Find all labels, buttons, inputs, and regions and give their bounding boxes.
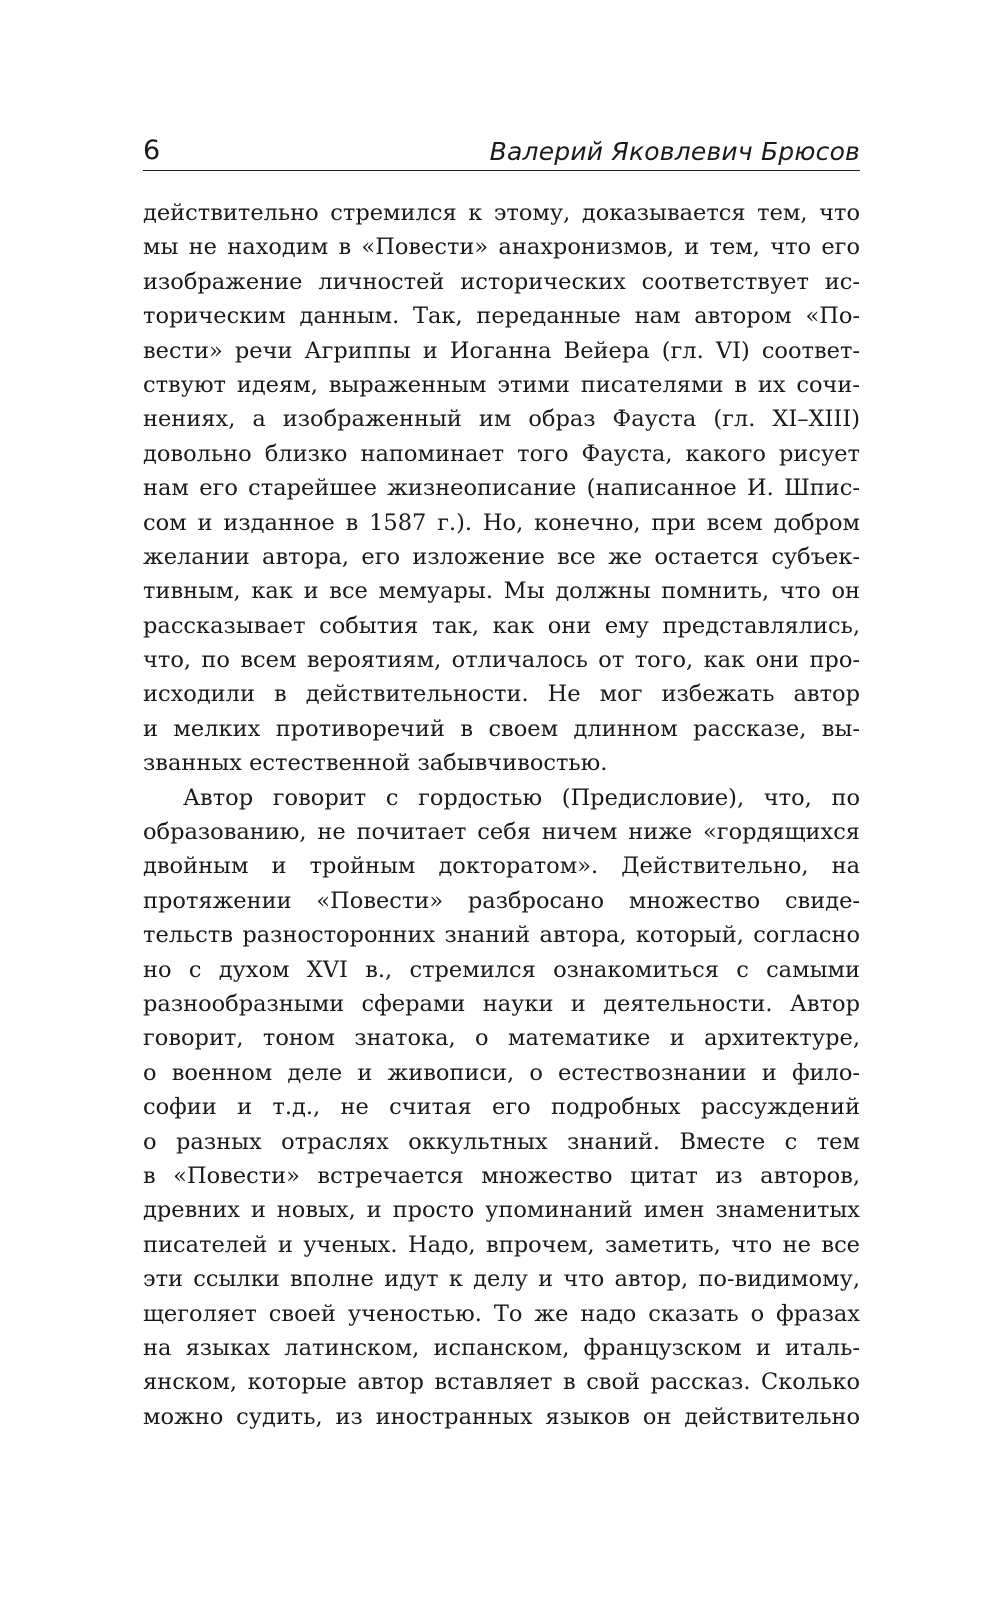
paragraph bbox=[143, 196, 860, 781]
text-line: можно судить, из иностранных языков он действительно bbox=[143, 1403, 860, 1430]
text-line: довольно близко напоминает того Фауста, какого рисует bbox=[143, 440, 860, 467]
text-line: исходили в действительности. Не мог избежать автор bbox=[143, 681, 860, 708]
text-line: званных естественной забывчивостью. bbox=[143, 750, 608, 777]
page-header bbox=[143, 122, 860, 171]
text-line: изображение личностей исторических соответствует ис- bbox=[143, 268, 860, 295]
text-line: нам его старейшее жизнеописание (написанное И. Шпис- bbox=[143, 475, 860, 502]
text-line: образованию, не почитает себя ничем ниже «гордящихся bbox=[143, 819, 860, 846]
text-line: древних и новых, и просто упоминаний имен знаменитых bbox=[143, 1197, 860, 1224]
text-line: рассказывает события так, как они ему представлялись, bbox=[143, 612, 860, 639]
text-line: в «Повести» встречается множество цитат из авторов, bbox=[143, 1162, 860, 1189]
text-line: торическим данным. Так, переданные нам автором «По- bbox=[143, 303, 860, 330]
page-number: 6 bbox=[143, 135, 161, 166]
text-line: щеголяет своей ученостью. То же надо сказать о фразах bbox=[143, 1300, 860, 1327]
text-line: Автор говорит с гордостью (Предисловие), что, по bbox=[183, 784, 860, 811]
text-line: о военном деле и живописи, о естествознании и фило- bbox=[143, 1059, 860, 1086]
text-line: желании автора, его изложение все же остается субъек- bbox=[143, 543, 860, 570]
text-line: и мелких противоречий в своем длинном рассказе, вы- bbox=[143, 715, 860, 742]
text-line: мы не находим в «Повести» анахронизмов, и тем, что его bbox=[143, 234, 860, 261]
text-line: софии и т.д., не считая его подробных рассуждений bbox=[143, 1094, 860, 1121]
text-line: протяжении «Повести» разбросано множество свиде- bbox=[143, 887, 860, 914]
text-line: говорит, тоном знатока, о математике и архитектуре, bbox=[143, 1025, 860, 1052]
text-line: разнообразными сферами науки и деятельности. Автор bbox=[143, 990, 860, 1017]
text-line: сом и изданное в 1587 г.). Но, конечно, при всем добром bbox=[143, 509, 860, 536]
body-text bbox=[143, 196, 860, 1434]
paragraph bbox=[143, 781, 860, 1434]
text-line: на языках латинском, испанском, французском и италь- bbox=[143, 1334, 860, 1361]
text-line: но с духом XVI в., стремился ознакомиться с самыми bbox=[143, 956, 860, 983]
text-line: тельств разносторонних знаний автора, который, согласно bbox=[143, 922, 860, 949]
text-line: писателей и ученых. Надо, впрочем, заметить, что не все bbox=[143, 1231, 860, 1258]
text-line: нениях, а изображенный им образ Фауста (гл. XI–XIII) bbox=[143, 406, 860, 433]
running-title: Валерий Яковлевич Брюсов bbox=[489, 137, 860, 166]
text-line: двойным и тройным докторатом». Действительно, на bbox=[143, 853, 860, 880]
text-line: янском, которые автор вставляет в свой рассказ. Сколько bbox=[143, 1369, 860, 1396]
text-line: вести» речи Агриппы и Иоганна Вейера (гл. VI) соответ- bbox=[143, 337, 860, 364]
text-line: тивным, как и все мемуары. Мы должны помнить, что он bbox=[143, 578, 860, 605]
text-line: эти ссылки вполне идут к делу и что автор, по-видимому, bbox=[143, 1266, 860, 1293]
text-line: о разных отраслях оккультных знаний. Вместе с тем bbox=[143, 1128, 860, 1155]
text-line: действительно стремился к этому, доказывается тем, что bbox=[143, 200, 860, 226]
text-line: что, по всем вероятиям, отличалось от того, как они про- bbox=[143, 647, 860, 674]
text-line: ствуют идеям, выраженным этими писателями в их сочи- bbox=[143, 371, 860, 398]
